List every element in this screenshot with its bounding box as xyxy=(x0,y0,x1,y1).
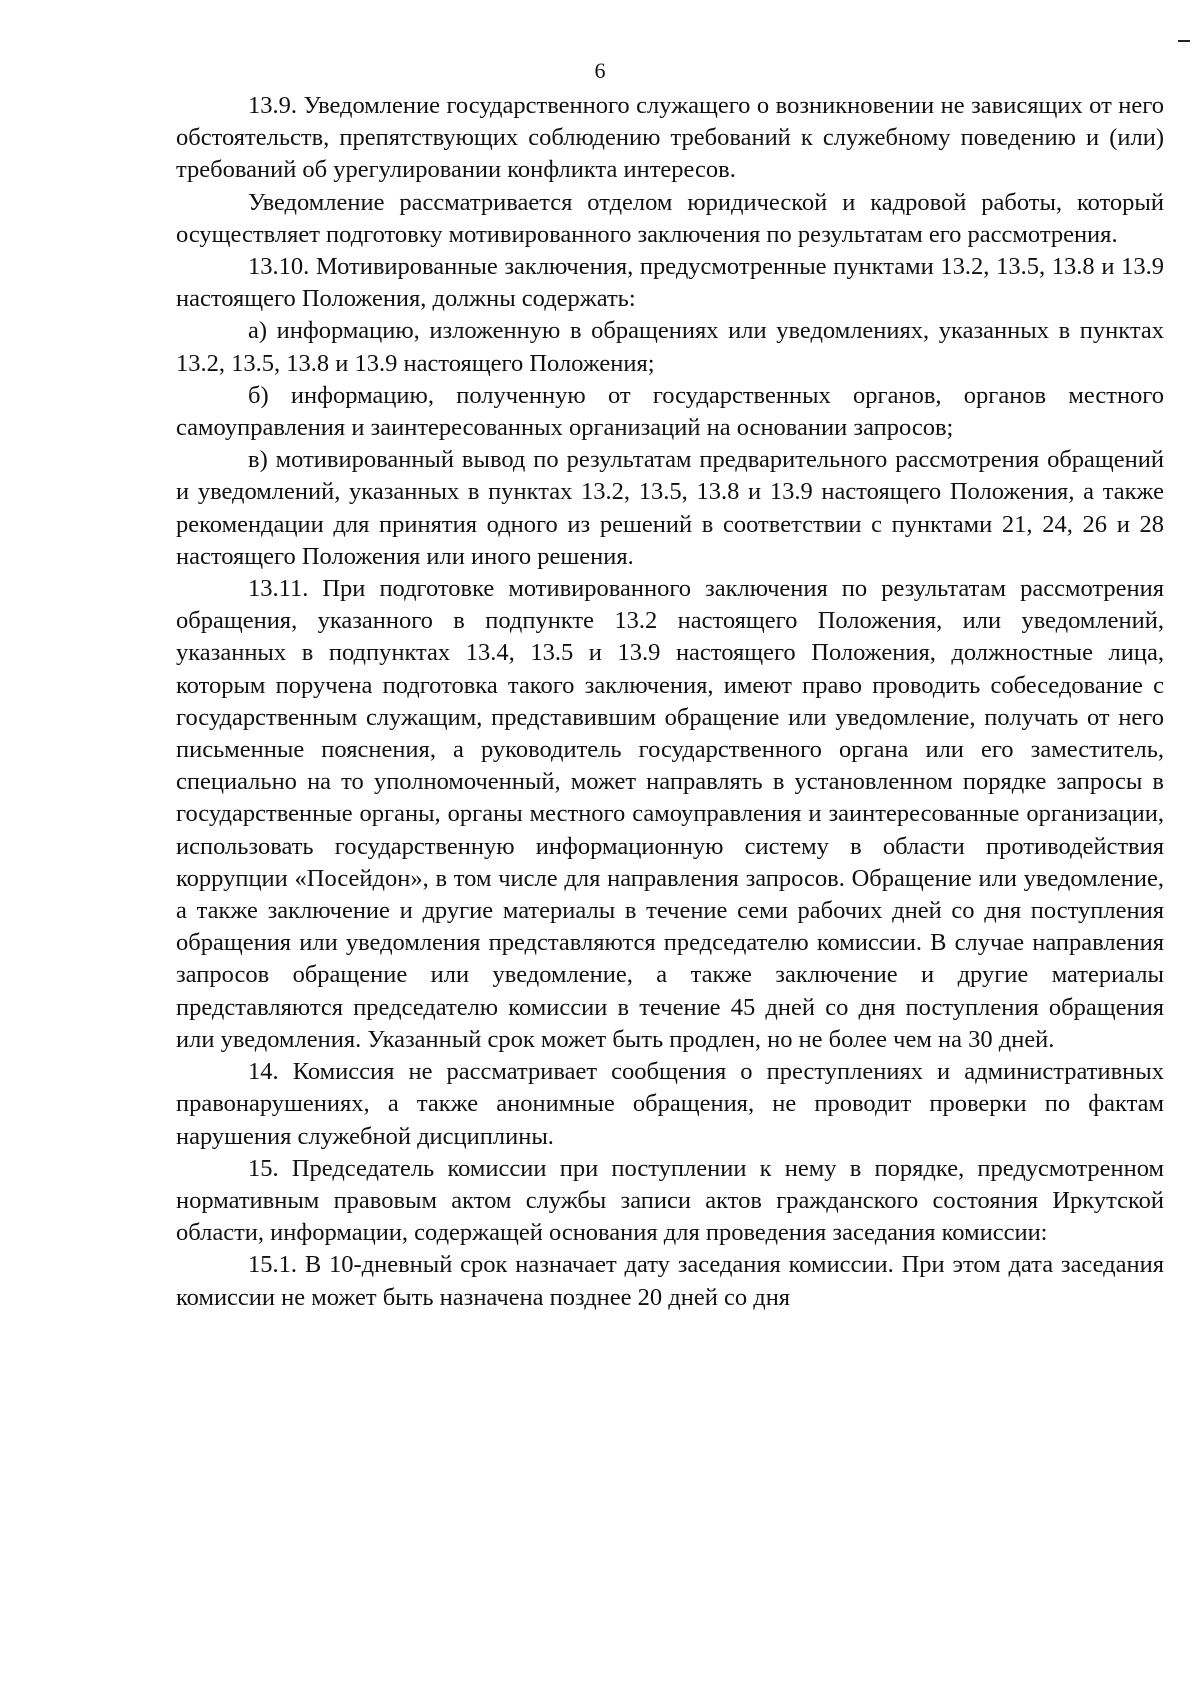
paragraph-13-10-a: а) информацию, изложенную в обращениях или уведомлениях, указанных в пунктах 13.2, 13.5, 13.8 и 13.9 настоящего Положения; xyxy=(176,317,1164,377)
paragraph-15-1: 15.1. В 10-дневный срок назначает дату заседания комиссии. При этом дата заседания комиссии не может быть назначена позднее 20 дней со дня xyxy=(176,1251,1164,1311)
paragraph-13-10: 13.10. Мотивированные заключения, предусмотренные пунктами 13.2, 13.5, 13.8 и 13.9 настоящего Положения, должны содержать: xyxy=(176,253,1164,313)
paragraph-13-10-b: б) информацию, полученную от государственных органов, органов местного самоуправления и заинтересованных организаций на основании запросов; xyxy=(176,381,1164,442)
paragraph-14: 14. Комиссия не рассматривает сообщения о преступлениях и административных правонарушениях, а также анонимные обращения, не проводит проверки по фактам нарушения служебной дисциплины. xyxy=(176,1058,1164,1150)
paragraph-13-9-review: Уведомление рассматривается отделом юридической и кадровой работы, который осуществляет подготовку мотивированного заключения по результатам его рассмотрения. xyxy=(176,188,1164,248)
page-number: 6 xyxy=(594,58,606,83)
document-body xyxy=(176,90,1164,1314)
paragraph-13-11: 13.11. При подготовке мотивированного заключения по результатам рассмотрения обращения, указанного в подпункте 13.2 настоящего Положения, или уведомлений, указанных в подпунктах 13.4, 13.5 и 13.9 настоящего Положения, должностные лица, которым поручена подготовка такого заключения, имеют право проводить собеседование с государственным служащим, представившим обращение или уведомление, получать от него письменные пояснения, а руководитель государственного органа или его заместитель, специально на то уполномоченный, может направлять в установленном порядке запросы в государственные органы, органы местного самоуправления и заинтересованные организации, использовать государственную информационную систему в области противодействия коррупции «Посейдон», в том числе для направления запросов. Обращение или уведомление, а также заключение и другие материалы в течение семи рабочих дней со дня поступления обращения или уведомления представляются председателю комиссии. В случае направления запросов обращение или уведомление, а также заключение и другие материалы представляются председателю комиссии в течение 45 дней со дня поступления обращения или уведомления. Указанный срок может быть продлен, но не более чем на 30 дней. xyxy=(176,575,1164,1053)
paragraph-13-9: 13.9. Уведомление государственного служащего о возникновении не зависящих от него обстоятельств, препятствующих соблюдению требований к служебному поведению и (или) требований об урегулировании конфликта интересов. xyxy=(176,92,1164,184)
corner-mark xyxy=(1178,40,1190,42)
paragraph-13-10-v: в) мотивированный вывод по результатам предварительного рассмотрения обращений и уведомлений, указанных в пунктах 13.2, 13.5, 13.8 и 13.9 настоящего Положения, а также рекомендации для принятия одного из решений в соответствии с пунктами 21, 24, 26 и 28 настоящего Положения или иного решения. xyxy=(176,446,1164,570)
paragraph-15: 15. Председатель комиссии при поступлении к нему в порядке, предусмотренном нормативным правовым актом службы записи актов гражданского состояния Иркутской области, информации, содержащей основания для проведения заседания комиссии: xyxy=(176,1154,1164,1247)
